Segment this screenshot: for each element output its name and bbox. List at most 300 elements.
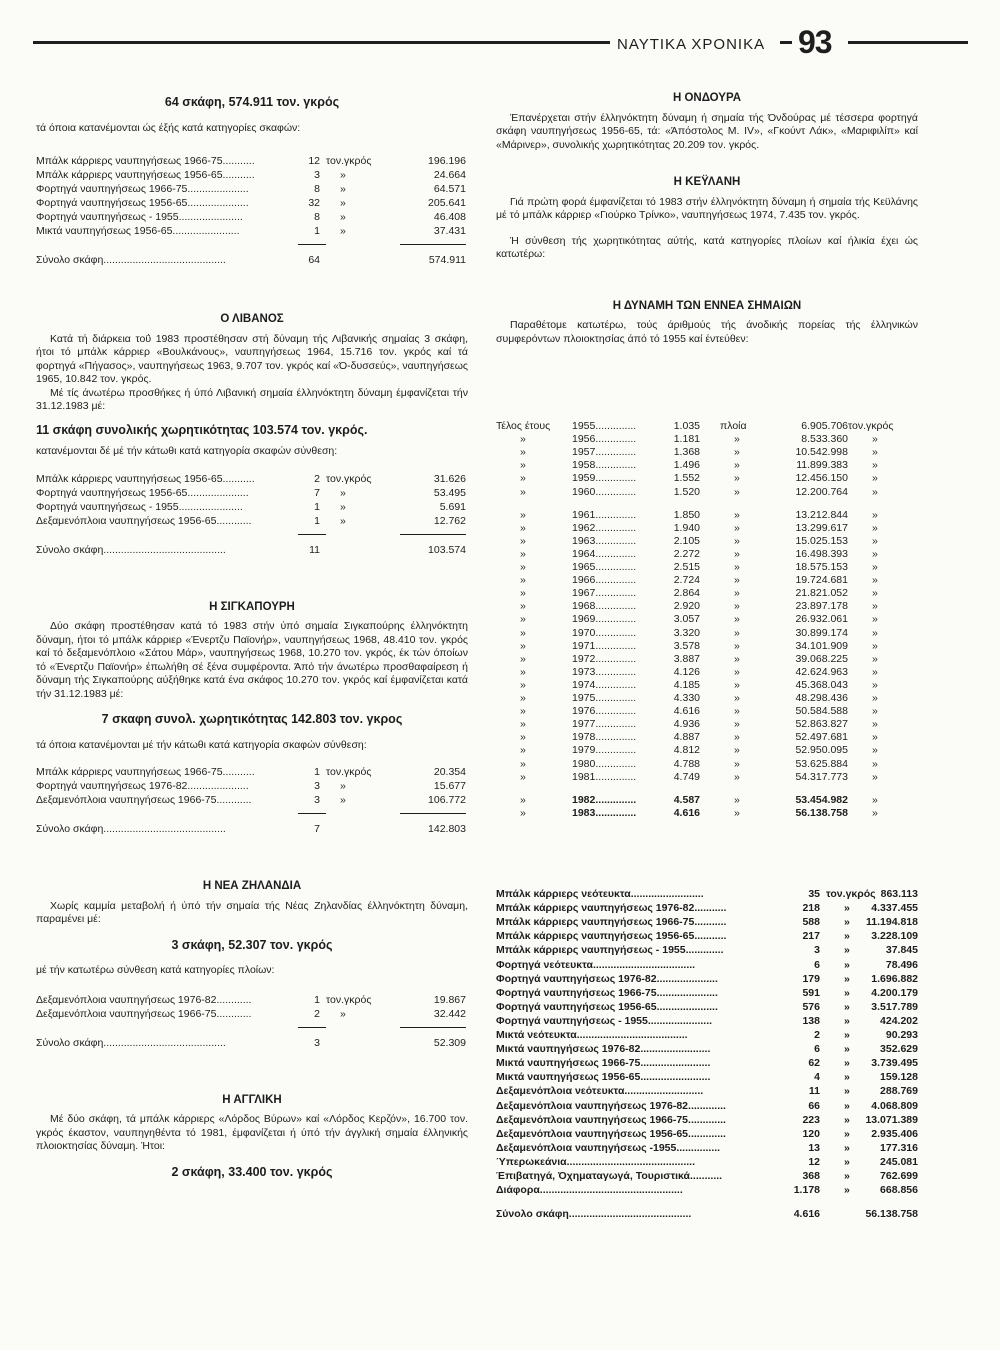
category-unit: »: [844, 930, 850, 943]
year-row-unit: »: [872, 508, 878, 521]
category-unit: »: [844, 1043, 850, 1056]
header-rule-right: [848, 41, 968, 44]
england-summary: 2 σκάφη, 33.400 τον. γκρός: [171, 1164, 333, 1179]
year-row-year: 1977..............: [572, 718, 637, 731]
year-row-ploia: »: [734, 793, 740, 806]
year-row-lead: »: [520, 626, 526, 639]
row-label: Φορτηγά ναυπηγήσεως 1956-65.....................: [36, 486, 249, 499]
header-rule-mid: [780, 41, 792, 44]
year-row-ploia: »: [734, 731, 740, 744]
year-row-tons: 15.025.153: [795, 534, 848, 547]
category-count: 62: [808, 1057, 820, 1070]
year-row-year: 1969..............: [572, 613, 637, 626]
year-row-lead: »: [520, 731, 526, 744]
year-row-ploia: »: [734, 459, 740, 472]
year-row-ploia: »: [734, 446, 740, 459]
category-total-tons: 56.138.758: [865, 1208, 918, 1221]
row-label: Δεξαμενόπλοια ναυπηγήσεως 1966-75............: [36, 794, 252, 806]
year-row-year: 1976..............: [572, 705, 637, 718]
year-row-count: 1.368: [673, 446, 700, 459]
england-title: Η ΑΓΓΛΙΚΗ: [222, 1093, 282, 1106]
category-label: Μπάλκ κάρριερς ναυπηγήσεως 1976-82...........: [496, 902, 727, 915]
category-unit: »: [844, 1127, 850, 1140]
category-tons: 863.113: [880, 888, 918, 900]
total-tons: 142.803: [428, 823, 466, 835]
category-label: Μπάλκ κάρριερς ναυπηγήσεως 1966-75...........: [496, 916, 727, 929]
category-tons: 245.081: [880, 1155, 918, 1168]
category-row: [496, 973, 916, 986]
year-row-ploia: »: [734, 757, 740, 770]
row-unit: τον.γκρός: [326, 155, 372, 167]
category-unit: »: [844, 1141, 850, 1154]
year-row-tons: 13.299.617: [795, 521, 848, 534]
category-count: 11: [808, 1085, 820, 1098]
year-row-lead: »: [520, 587, 526, 600]
year-row-year: 1979..............: [572, 744, 637, 757]
year-row-count: 4.788: [673, 757, 700, 770]
year-row-ploia: »: [734, 485, 740, 498]
year-row-tons: 21.821.052: [795, 587, 848, 600]
row-tons: 15.677: [433, 780, 466, 792]
nz-title: Η ΝΕΑ ΖΗΛΑΝΔΙΑ: [202, 880, 302, 892]
category-tons: 352.629: [880, 1043, 918, 1056]
count-rule: [298, 813, 326, 814]
lebanon-title: Ο ΛΙΒΑΝΟΣ: [220, 313, 284, 325]
category-label: Έπιβατηγά, Όχηματαγωγά, Τουριστικά...........: [496, 1170, 723, 1182]
year-row-unit: »: [872, 472, 878, 485]
year-row-lead: »: [520, 433, 526, 446]
category-table: [496, 888, 916, 1258]
year-row-ploia: »: [734, 613, 740, 626]
year-row-lead: »: [520, 757, 526, 770]
year-row-unit: τον.γκρός: [848, 420, 894, 432]
year-row-tons: 12.200.764: [795, 485, 848, 498]
year-row-tons: 48.298.436: [795, 692, 848, 704]
nz-section: [36, 880, 468, 1066]
row-label: Φορτηγά ναυπηγήσεως 1966-75.....................: [36, 183, 249, 195]
lebanon-p1: Κατά τή διάρκεια τοΰ 1983 προστέθησαν στή δύναμη τής Λιβανικής σημαίας 3 σκάφη, ήτοι τό μπάλκ κάρριερ «Βουλκάνους», ναυπηγήσεως 1964, 15.716 τον. γκρός καί τά φορτηγά «Πήγασος», ναυπηγήσεως 1963, 9.707 τον. γκρός καί «Ό-δυσσεύς», ναυπηγήσεως 1965, 10.842 τον. γκρός.: [36, 332, 468, 385]
year-row-count: 4.616: [673, 705, 700, 718]
category-count: 138: [802, 1014, 820, 1027]
row-tons: 31.626: [433, 472, 466, 485]
row-tons: 19.867: [433, 993, 466, 1006]
category-label: Φορτηγά ναυπηγήσεως 1976-82.....................: [496, 972, 718, 985]
total-label: Σύνολο σκάφη..........................................: [36, 254, 226, 266]
keylani-p2: Ή σύνθεση τής χωρητικότητας αύτής, κατά κατηγορίες πλοίων καί ήλικία έχει ώς κατωτέρω:: [496, 234, 918, 260]
year-row-unit: »: [872, 718, 878, 731]
year-row-lead: »: [520, 705, 526, 718]
row-count: 1: [314, 766, 320, 778]
year-row-tons: 30.899.174: [795, 626, 848, 639]
category-tons: 668.856: [880, 1184, 918, 1197]
row-unit: »: [340, 794, 346, 806]
category-label: Φορτηγά ναυπηγήσεως 1956-65.....................: [496, 1000, 718, 1013]
year-row-count: 3.887: [673, 652, 700, 665]
row-count: 1: [314, 225, 320, 237]
year-row-lead: »: [520, 472, 526, 485]
lebanon-summary: 11 σκάφη συνολικής χωρητικότητας 103.574 τον. γκρός.: [36, 422, 368, 437]
category-total-label: Σύνολο σκάφη..........................................: [496, 1208, 692, 1221]
category-tons: 3.739.495: [871, 1057, 918, 1070]
year-row-year: 1960..............: [572, 485, 637, 498]
nine-flags-p1: Παραθέτομε κατωτέρω, τούς άριθμούς τής άνοδικής πορείας τής έλληνικών συμφερόντων πλοιοκτησίας άπό τό 1955 καί έντεύθεν:: [496, 319, 918, 345]
year-row-unit: »: [872, 744, 878, 757]
category-row: [496, 1001, 916, 1014]
row-tons: 5.691: [439, 500, 466, 513]
year-row-lead: »: [520, 547, 526, 560]
year-row-count: 4.812: [673, 744, 700, 757]
year-row-ploia: »: [734, 705, 740, 718]
category-row: [496, 902, 916, 915]
year-row-ploia: »: [734, 600, 740, 613]
year-row-lead: »: [520, 534, 526, 547]
category-label: Διάφορα.................................................: [496, 1184, 683, 1197]
year-row: [496, 420, 916, 433]
row-label: Μπάλκ κάρριερς ναυπηγήσεως 1956-65...........: [36, 472, 255, 485]
category-count: 1.178: [793, 1184, 820, 1197]
total-tons: 103.574: [428, 543, 466, 556]
year-row-year: 1955..............: [572, 420, 637, 432]
row-unit: »: [340, 183, 346, 195]
category-count: 217: [802, 930, 820, 943]
year-row-unit: »: [872, 793, 878, 806]
england-section: [36, 1094, 468, 1180]
year-row-unit: »: [872, 806, 878, 819]
year-row-count: 4.185: [673, 678, 700, 691]
category-unit: »: [844, 1184, 850, 1197]
category-label: Μπάλκ κάρριερς ναυπηγήσεως - 1955.............: [496, 944, 724, 957]
row-tons: 37.431: [433, 225, 466, 237]
count-rule: [298, 1027, 326, 1028]
year-row-count: 2.724: [673, 574, 700, 587]
category-tons: 13.071.389: [865, 1113, 918, 1126]
year-row-year: 1973..............: [572, 665, 637, 678]
year-row-unit: »: [872, 652, 878, 665]
year-row-year: 1958..............: [572, 459, 637, 472]
category-count: 12: [808, 1155, 820, 1168]
category-row: [496, 1114, 916, 1127]
nz-table: [36, 994, 468, 1066]
category-unit: »: [844, 1071, 850, 1084]
total-tons: 52.309: [433, 1036, 466, 1049]
year-row-tons: 34.101.909: [795, 639, 848, 652]
year-row-lead: »: [520, 678, 526, 691]
year-row-year: 1966..............: [572, 574, 637, 587]
row-label: Δεξαμενόπλοια ναυπηγήσεως 1966-75............: [36, 1007, 252, 1020]
nz-sub: μέ τήν κατωτέρω σύνθεση κατά κατηγορίες πλοίων:: [36, 964, 275, 976]
year-row-tons: 45.368.043: [795, 678, 848, 691]
category-tons: 3.228.109: [871, 930, 918, 943]
category-row: [496, 1085, 916, 1098]
row-tons: 64.571: [433, 183, 466, 195]
year-row-ploia: »: [734, 587, 740, 600]
year-row-unit: »: [872, 613, 878, 626]
year-row-unit: »: [872, 561, 878, 573]
nz-summary: 3 σκάφη, 52.307 τον. γκρός: [171, 937, 333, 952]
year-row-lead: »: [520, 718, 526, 731]
year-row-tons: 16.498.393: [795, 547, 848, 560]
total-count: 7: [314, 823, 320, 835]
row-tons: 205.641: [428, 197, 466, 209]
nz-p1: Χωρίς καμμία μεταβολή ή ύπό τήν σημαία τής Νέας Ζηλανδίας έλληνόκτητη δύναμη, παραμένει μέ:: [36, 899, 468, 925]
category-row: [496, 930, 916, 943]
year-row-unit: »: [872, 547, 878, 560]
year-row: [496, 653, 916, 666]
year-row: [496, 433, 916, 446]
total-label: Σύνολο σκάφη..........................................: [36, 1036, 226, 1049]
row-count: 1: [314, 500, 320, 513]
row-count: 1: [314, 514, 320, 527]
row-label: Δεξαμενόπλοια ναυπηγήσεως 1956-65............: [36, 514, 252, 527]
row-count: 3: [314, 780, 320, 792]
year-row-year: 1963..............: [572, 534, 637, 547]
year-row-lead: »: [520, 446, 526, 459]
year-row: [496, 744, 916, 757]
total-count: 64: [308, 254, 320, 266]
year-row: [496, 459, 916, 472]
honduras-p1: Έπανέρχεται στήν έλληνόκτητη δύναμη ή σημαία τής Όνδούρας μέ τέσσερα φορτηγά σκάφη ναυπηγήσεως 1956-65, τά: «Άπόστολος Μ. IV», «Γκούντ Λάκ», «Μαριφιλίπ» καί «Μάρινερ», συνολικής χωρητικότητας 20.209 τον. γκρός.: [496, 111, 918, 151]
year-row: [496, 627, 916, 640]
row-label: Μπάλκ κάρριερς ναυπηγήσεως 1966-75...........: [36, 155, 255, 167]
year-row: [496, 548, 916, 561]
year-row-ploia: »: [734, 547, 740, 560]
category-unit: »: [844, 958, 850, 971]
year-row-tons: 23.897.178: [795, 600, 848, 613]
year-row-lead: »: [520, 665, 526, 678]
row-count: 32: [308, 197, 320, 209]
category-label: Δεξαμενόπλοια ναυπηγήσεως 1956-65.............: [496, 1127, 726, 1140]
row-label: Μπάλκ κάρριερς ναυπηγήσεως 1966-75...........: [36, 766, 255, 778]
row-tons: 106.772: [428, 794, 466, 806]
lebanon-table: [36, 473, 468, 573]
year-row-unit: »: [872, 587, 878, 600]
year-row-unit: »: [872, 534, 878, 547]
year-row-unit: »: [872, 446, 878, 459]
england-p1: Μέ δύο σκάφη, τά μπάλκ κάρριερς «Λόρδος Βύρων» καί «Λόρδος Κερζόν», 16.700 τον. γκρός έκαστον, ναυπηγηθέντα τό 1981, έμφανίζεται ή ύπό τήν άγγλική σημαία έλληνικής πλοιοκτησίας δύναμη. Ήτοι:: [36, 1113, 468, 1152]
year-row: [496, 574, 916, 587]
total-label: Σύνολο σκάφη..........................................: [36, 543, 226, 556]
row-tons: 53.495: [433, 486, 466, 499]
category-unit: »: [844, 1057, 850, 1070]
year-row-ploia: »: [734, 652, 740, 665]
year-row-tons: 26.932.061: [795, 613, 848, 626]
year-row-lead: »: [520, 459, 526, 472]
year-row-unit: »: [872, 665, 878, 678]
year-row-ploia: »: [734, 665, 740, 678]
intro-section: [36, 96, 468, 285]
year-row-lead: Τέλος έτους: [496, 420, 551, 432]
year-row-tons: 52.950.095: [795, 744, 848, 757]
category-count: 576: [802, 1000, 820, 1013]
year-row-count: 1.035: [673, 420, 700, 432]
year-row-count: 3.578: [673, 639, 700, 652]
category-row: [496, 1170, 916, 1183]
row-unit: »: [340, 197, 346, 209]
category-tons: 4.337.455: [871, 902, 918, 915]
category-unit: »: [844, 1000, 850, 1013]
year-row-lead: »: [520, 793, 526, 806]
year-row-count: 2.864: [673, 587, 700, 600]
row-count: 3: [314, 169, 320, 181]
year-row-tons: 52.863.827: [795, 718, 848, 731]
year-row-year: 1980..............: [572, 757, 637, 770]
row-tons: 20.354: [433, 766, 466, 778]
intro-sub: τά όποια κατανέμονται ώς έξής κατά κατηγορίες σκαφών:: [36, 121, 301, 134]
category-label: Μικτά ναυπηγήσεως 1966-75........................: [496, 1057, 711, 1070]
row-unit: »: [340, 225, 346, 237]
row-count: 8: [314, 183, 320, 195]
category-row: [496, 1156, 916, 1169]
year-row-unit: »: [872, 731, 878, 744]
row-tons: 32.442: [433, 1007, 466, 1020]
row-label: Δεξαμενόπλοια ναυπηγήσεως 1976-82............: [36, 993, 252, 1006]
category-label: Δεξαμενόπλοια ναυπηγήσεως 1976-82.............: [496, 1099, 726, 1112]
category-row: [496, 1057, 916, 1070]
category-tons: 4.200.179: [871, 986, 918, 999]
category-count: 6: [814, 958, 820, 971]
year-row-lead: »: [520, 561, 526, 573]
total-count: 11: [309, 543, 320, 556]
row-label: Μικτά ναυπηγήσεως 1956-65.......................: [36, 225, 240, 237]
category-row: [496, 1043, 916, 1056]
row-count: 2: [314, 1007, 320, 1020]
category-row: [496, 1142, 916, 1155]
year-row-lead: »: [520, 652, 526, 665]
year-row-tons: 52.497.681: [795, 731, 848, 744]
category-unit: »: [844, 1085, 850, 1098]
year-row-count: 3.320: [673, 626, 700, 639]
year-row-lead: »: [520, 744, 526, 757]
category-tons: 1.696.882: [871, 972, 918, 985]
category-count: 223: [802, 1113, 820, 1126]
year-row-count: 2.920: [673, 600, 700, 613]
year-row-year: 1967..............: [572, 587, 637, 600]
year-row-year: 1975..............: [572, 692, 637, 704]
year-row-ploia: »: [734, 718, 740, 731]
year-row-ploia: »: [734, 692, 740, 704]
year-row: [496, 771, 916, 784]
category-tons: 37.845: [885, 944, 918, 957]
tons-rule: [400, 1027, 466, 1028]
category-row: [496, 1100, 916, 1113]
year-row-count: 4.887: [673, 731, 700, 744]
year-row-year: 1964..............: [572, 547, 637, 560]
row-unit: τον.γκρός: [326, 993, 372, 1006]
year-row-lead: »: [520, 508, 526, 521]
year-row-unit: »: [872, 521, 878, 534]
year-row: [496, 613, 916, 626]
year-row-unit: »: [872, 433, 878, 446]
category-unit: »: [844, 944, 850, 957]
row-unit: »: [340, 486, 346, 499]
year-row-count: 1.496: [673, 459, 700, 472]
year-row-ploia: »: [734, 534, 740, 547]
year-row-unit: »: [872, 705, 878, 718]
year-row-lead: »: [520, 613, 526, 626]
year-row-tons: 50.584.588: [795, 705, 848, 718]
year-row-tons: 56.138.758: [795, 806, 848, 819]
singapore-table: [36, 766, 468, 852]
category-tons: 4.068.809: [871, 1099, 918, 1112]
year-row: [496, 666, 916, 679]
category-total-row: [496, 1208, 916, 1221]
year-row-tons: 13.212.844: [795, 508, 848, 521]
year-row-tons: 54.317.773: [795, 770, 848, 783]
lebanon-section: [36, 313, 468, 573]
year-row-year: 1970..............: [572, 626, 637, 639]
category-row: [496, 1015, 916, 1028]
year-row-count: 4.616: [673, 806, 700, 819]
year-row-count: 1.940: [673, 521, 700, 534]
category-label: Φορτηγά ναυπηγήσεως 1966-75.....................: [496, 986, 718, 999]
year-row: [496, 522, 916, 535]
category-label: Μικτά ναυπηγήσεως 1956-65........................: [496, 1071, 711, 1084]
left-column: [36, 96, 468, 1179]
category-unit: »: [844, 972, 850, 985]
category-tons: 177.316: [880, 1141, 918, 1154]
year-row-tons: 11.899.383: [796, 459, 848, 472]
year-row: [496, 600, 916, 613]
row-unit: »: [340, 514, 346, 527]
category-label: Φορτηγά νεότευκτα...................................: [496, 958, 696, 971]
year-row-lead: »: [520, 639, 526, 652]
year-row-count: 4.936: [673, 718, 700, 731]
year-row-unit: »: [872, 459, 878, 472]
year-row-year: 1968..............: [572, 600, 637, 613]
year-row-count: 1.181: [673, 433, 700, 446]
year-row: [496, 472, 916, 485]
category-count: 6: [814, 1043, 820, 1056]
category-label: Μικτά νεότευκτα......................................: [496, 1029, 688, 1041]
singapore-summary: 7 σκαφη συνολ. χωρητικότητας 142.803 τον. γκρος: [101, 712, 403, 726]
year-table: [496, 420, 916, 830]
year-row: [496, 446, 916, 459]
category-count: 13: [808, 1141, 820, 1154]
category-count: 66: [808, 1099, 820, 1112]
year-row-ploia: »: [734, 561, 740, 573]
year-row-unit: »: [872, 574, 878, 587]
category-unit: τον.γκρός: [826, 888, 876, 900]
row-label: Φορτηγά ναυπηγήσεως 1976-82.....................: [36, 780, 249, 792]
year-row: [496, 679, 916, 692]
year-row-year: 1972..............: [572, 652, 637, 665]
keylani-title: Η ΚΕΫΛΑΝΗ: [673, 176, 741, 188]
year-row-ploia: πλοία: [720, 420, 747, 432]
year-row-unit: »: [872, 770, 878, 783]
singapore-p1: Δύο σκάφη προστέθησαν κατά τό 1983 στήν ύπό σημαία Σιγκαπούρης έλληνόκτητη δύναμη, ήτοι τό μπάλκ κάρριερ «Ένερτζυ Παϊονήρ», ναυπηγήσεως 1968, 48.410 τον. γκρός καί τό δεξαμενόπλοιο «Σάτου Μάρ», ναυπηγήσεως 1968, 10.270 τον. γκρός, έκ τών όποίων τό «Ένερτζυ Παϊονήρ» έπωλήθη σέ ξένα συμφέροντα. Άπό τήν άνωτέρω προσθαφαίρεση ή δύναμη τής Σιγκαπούρης αύξήθηκε κατά ένα σκάφος 10.270 τον. γκρός καί έμφανίζεται κατά τήν 31.12.1983 μέ:: [36, 620, 468, 700]
year-row-tons: 12.456.150: [795, 472, 848, 485]
year-row-unit: »: [872, 485, 878, 498]
year-row-tons: 39.068.225: [795, 652, 848, 665]
year-row-ploia: »: [734, 574, 740, 587]
category-row: [496, 888, 916, 901]
category-row: [496, 1184, 916, 1197]
year-row-count: 1.552: [673, 472, 700, 485]
nine-flags-title: Η ΔΥΝΑΜΗ ΤΩΝ ΕΝΝΕΑ ΣΗΜΑΙΩΝ: [612, 299, 802, 312]
year-row-tons: 10.542.998: [795, 446, 848, 459]
row-unit: τον.γκρός: [326, 472, 372, 485]
year-row-year: 1961..............: [572, 508, 637, 521]
year-row-unit: »: [872, 626, 878, 639]
category-unit: »: [844, 1170, 850, 1182]
row-count: 2: [314, 472, 320, 485]
intro-title: 64 σκάφη, 574.911 τον. γκρός: [164, 95, 340, 109]
category-unit: »: [844, 1155, 850, 1168]
row-unit: »: [340, 1007, 346, 1020]
year-row: [496, 794, 916, 807]
row-unit: »: [340, 780, 346, 792]
row-label: Φορτηγά ναυπηγήσεως - 1955......................: [36, 211, 243, 223]
